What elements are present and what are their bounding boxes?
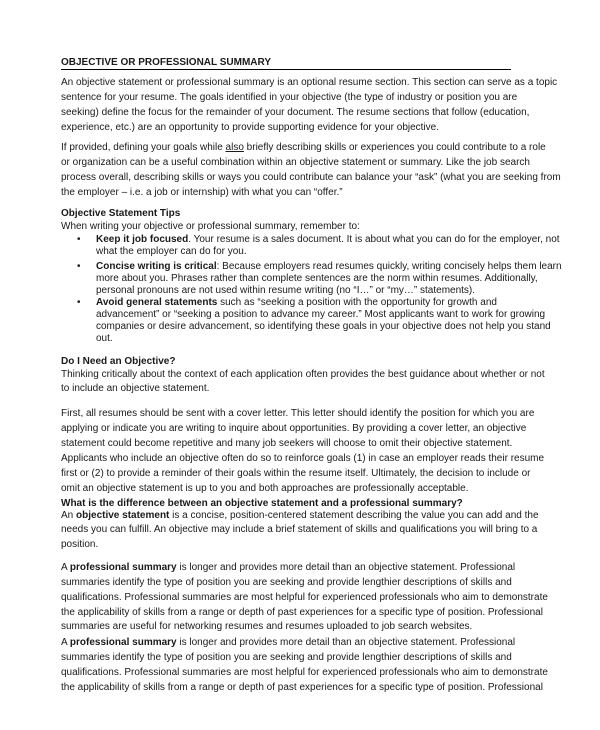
difference-title: What is the difference between an objective statement and a professional summary? [61, 498, 463, 509]
section-heading: OBJECTIVE OR PROFESSIONAL SUMMARY [61, 57, 272, 68]
paragraph-line: summaries identify the type of position you are seeking and provide lengthier descriptions of skills and [61, 577, 512, 588]
paragraph-line: omit an objective statement is up to you and both approaches are professionally acceptable. [61, 483, 469, 494]
paragraph-line: to include an objective statement. [61, 383, 210, 394]
paragraph-line: summaries identify the type of position you are seeking and provide lengthier descriptions of skills and [61, 652, 512, 663]
paragraph-line: the employer – i.e. a job or internship) with what you can “offer.” [61, 187, 343, 198]
paragraph-line: If provided, defining your goals while also briefly describing skills or experiences you could contribute to a role [61, 142, 546, 153]
paragraph-line: qualifications. Professional summaries are most helpful for experienced professionals who aim to demonstrate [61, 667, 548, 678]
paragraph-line: the applicability of skills from a range or depth of past experiences for a specific type of position. Professional [61, 682, 543, 693]
paragraph-line: A professional summary is longer and provides more detail than an objective statement. Professional [61, 562, 516, 573]
paragraph-line: An objective statement is a concise, position-centered statement describing the value you can add and the [61, 510, 539, 521]
underlined-word: also [225, 142, 244, 153]
paragraph-line: first or (2) to provide a reminder of their goals within the resume itself. Ultimately, the decision to include or [61, 468, 531, 479]
paragraph-line: First, all resumes should be sent with a cover letter. This letter should identify the position for which you are [61, 408, 535, 419]
paragraph-line: statement could become repetitive and many job seekers will choose to omit their objective statement. [61, 438, 513, 449]
paragraph-line: needs you can fulfill. An objective may include a brief statement of skills and qualifications you will bring to a [61, 524, 538, 535]
tips-lead: When writing your objective or professional summary, remember to: [61, 221, 360, 232]
paragraph-line: Thinking critically about the context of each application often provides the best guidance about whether or not [61, 369, 545, 380]
paragraph-line: the applicability of skills from a range or depth of past experiences for a specific type of position. Professional [61, 607, 543, 618]
tip-line: out. [96, 333, 113, 344]
tip-line: advancement” or “seeking a position to advance my career.” Most applicants want to work for growing [96, 309, 546, 320]
intro-line: An objective statement or professional summary is an optional resume section. This section can serve as a topic [61, 77, 558, 88]
paragraph-line: position. [61, 539, 99, 550]
tip-line: companies or desire advancement, so identifying these goals in your objective does not help you stand [96, 321, 551, 332]
intro-line: experience, etc.) are an opportunity to provide supporting evidence for your objective. [61, 122, 439, 133]
tip-line: personal pronouns are not used within resume writing (no “I…” or “my…” statements). [96, 285, 476, 296]
paragraph-line: A professional summary is longer and provides more detail than an objective statement. Professional [61, 637, 516, 648]
paragraph-line: qualifications. Professional summaries are most helpful for experienced professionals who aim to demonstrate [61, 592, 548, 603]
tip-line: Keep it job focused. Your resume is a sales document. It is about what you can do for the employer, not [96, 234, 560, 245]
bullet-icon: • [77, 261, 81, 272]
tip-line: what the employer can do for you. [96, 246, 247, 257]
tip-line: Avoid general statements such as “seeking a position with the opportunity for growth and [96, 297, 497, 308]
bullet-icon: • [77, 297, 81, 308]
tip-line: more about you. Phrases rather than complete sentences are the norm within resumes. Additionally, [96, 273, 538, 284]
need-objective-title: Do I Need an Objective? [61, 356, 176, 367]
paragraph-line: or organization can be a useful combination within an objective statement or summary. Like the job search [61, 157, 530, 168]
bullet-icon: • [77, 234, 81, 245]
paragraph-line: process overall, describing skills or ways you could contribute can balance your “ask” (what you are seeking from [61, 172, 561, 183]
tips-title: Objective Statement Tips [61, 208, 181, 219]
intro-line: sentence for your resume. The goals identified in your objective (the type of industry or position you are [61, 92, 518, 103]
tip-line: Concise writing is critical: Because employers read resumes quickly, writing concisely helps them learn [96, 261, 562, 272]
intro-line: seeking) define the focus for the remainder of your document. The resume sections that follow (education, [61, 107, 530, 118]
paragraph-line: summaries are useful for networking resumes and resumes uploaded to job search websites. [61, 621, 473, 632]
paragraph-line: Applicants who include an objective often do so to reinforce goals (1) in case an employer reads their resume [61, 453, 545, 464]
heading-underline [61, 69, 511, 70]
paragraph-line: applying or indicate you are writing to inquire about opportunities. By providing a cover letter, an objective [61, 423, 527, 434]
